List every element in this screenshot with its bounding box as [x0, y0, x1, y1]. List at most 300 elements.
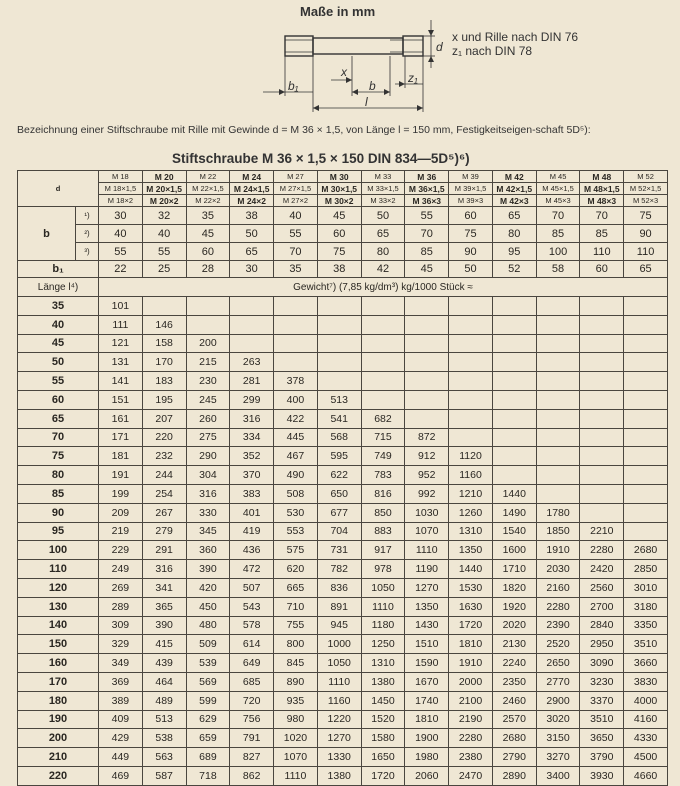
weight-cell — [317, 353, 361, 372]
weight-cell: 1630 — [449, 597, 493, 616]
weight-cell — [624, 315, 668, 334]
b1-value-cell: 65 — [624, 261, 668, 278]
weight-cell — [624, 522, 668, 541]
weight-cell — [405, 390, 449, 409]
thread-size-cell: M 27×1,5 — [274, 183, 318, 195]
weight-cell: 436 — [230, 541, 274, 560]
weight-cell: 1810 — [449, 635, 493, 654]
weight-cell: 649 — [230, 654, 274, 673]
b-value-cell: 35 — [186, 207, 230, 225]
thread-size-cell: M 18×2 — [99, 195, 143, 207]
weight-cell — [492, 315, 536, 334]
thread-size-cell: M 24 — [230, 171, 274, 183]
weight-cell: 677 — [317, 503, 361, 522]
b-row — [18, 207, 668, 225]
table-row — [18, 522, 668, 541]
b-value-cell: 50 — [361, 207, 405, 225]
length-header-row — [18, 278, 668, 297]
weight-cell — [405, 372, 449, 391]
weight-cell: 710 — [274, 597, 318, 616]
length-cell: 180 — [18, 691, 99, 710]
b-value-cell: 55 — [142, 243, 186, 261]
weight-cell: 209 — [99, 503, 143, 522]
table-row — [18, 597, 668, 616]
weight-cell: 1440 — [449, 560, 493, 579]
weight-cell: 146 — [142, 315, 186, 334]
length-cell: 140 — [18, 616, 99, 635]
weight-cell: 4500 — [624, 748, 668, 767]
weight-cell: 2420 — [580, 560, 624, 579]
weight-cell: 1160 — [449, 466, 493, 485]
b1-value-cell: 60 — [580, 261, 624, 278]
weight-cell — [317, 372, 361, 391]
b1-label: b₁ — [18, 261, 99, 278]
weight-cell: 629 — [186, 710, 230, 729]
weight-cell: 685 — [230, 672, 274, 691]
weight-cell: 891 — [317, 597, 361, 616]
weight-cell: 469 — [99, 766, 143, 785]
thread-size-cell: M 33 — [361, 171, 405, 183]
b1-value-cell: 22 — [99, 261, 143, 278]
table-row — [18, 428, 668, 447]
b1-value-cell: 30 — [230, 261, 274, 278]
weight-cell: 2130 — [492, 635, 536, 654]
table-row — [18, 560, 668, 579]
weight-cell: 2790 — [492, 748, 536, 767]
footnote-marker: ²) — [76, 225, 99, 243]
weight-cell: 1380 — [317, 766, 361, 785]
weight-cell: 420 — [186, 578, 230, 597]
b-row — [18, 243, 668, 261]
b-symbol: b — [369, 79, 376, 93]
weight-cell: 429 — [99, 729, 143, 748]
d-row — [18, 171, 668, 183]
weight-cell: 575 — [274, 541, 318, 560]
b-value-cell: 70 — [274, 243, 318, 261]
thread-size-cell: M 33×1,5 — [361, 183, 405, 195]
weight-cell — [492, 390, 536, 409]
weight-cell: 1430 — [405, 616, 449, 635]
weight-cell — [449, 390, 493, 409]
weight-cell: 200 — [186, 334, 230, 353]
weight-cell: 141 — [99, 372, 143, 391]
weight-cell — [580, 409, 624, 428]
weight-cell: 845 — [274, 654, 318, 673]
b1-row — [18, 261, 668, 278]
weight-cell: 219 — [99, 522, 143, 541]
weight-cell: 267 — [142, 503, 186, 522]
weight-cell — [580, 297, 624, 316]
weight-cell: 1520 — [361, 710, 405, 729]
weight-cell: 1110 — [317, 672, 361, 691]
weight-cell: 158 — [142, 334, 186, 353]
table-row — [18, 578, 668, 597]
b1-value-cell: 52 — [492, 261, 536, 278]
weight-cell — [449, 297, 493, 316]
weight-cell: 309 — [99, 616, 143, 635]
thread-size-cell: M 48×1,5 — [580, 183, 624, 195]
length-cell: 45 — [18, 334, 99, 353]
thread-size-cell: M 48×3 — [580, 195, 624, 207]
weight-cell: 1810 — [405, 710, 449, 729]
weight-cell: 334 — [230, 428, 274, 447]
weight-cell: 704 — [317, 522, 361, 541]
weight-cell: 101 — [99, 297, 143, 316]
weight-cell: 1310 — [449, 522, 493, 541]
weight-cell — [405, 409, 449, 428]
weight-cell: 378 — [274, 372, 318, 391]
d-row — [18, 183, 668, 195]
weight-cell — [492, 372, 536, 391]
thread-size-cell: M 42 — [492, 171, 536, 183]
weight-cell: 1590 — [405, 654, 449, 673]
weight-cell: 508 — [274, 484, 318, 503]
weight-cell: 1740 — [405, 691, 449, 710]
weight-cell — [274, 315, 318, 334]
b1-value-cell: 45 — [405, 261, 449, 278]
weight-cell: 622 — [317, 466, 361, 485]
weight-cell — [361, 372, 405, 391]
weight-cell: 489 — [142, 691, 186, 710]
weight-cell — [624, 428, 668, 447]
weight-cell: 480 — [186, 616, 230, 635]
weight-cell: 1260 — [449, 503, 493, 522]
b-value-cell: 40 — [274, 207, 318, 225]
thread-size-cell: M 36 — [405, 171, 449, 183]
weight-cell: 3930 — [580, 766, 624, 785]
weight-cell: 756 — [230, 710, 274, 729]
length-cell: 50 — [18, 353, 99, 372]
thread-size-cell: M 22 — [186, 171, 230, 183]
weight-cell: 2000 — [449, 672, 493, 691]
weight-cell — [624, 372, 668, 391]
weight-cell: 1120 — [449, 447, 493, 466]
weight-cell — [492, 353, 536, 372]
weight-cell: 349 — [99, 654, 143, 673]
thread-size-cell: M 30×1,5 — [317, 183, 361, 195]
thread-size-cell: M 45 — [536, 171, 580, 183]
weight-cell: 513 — [142, 710, 186, 729]
thread-size-cell: M 36×1,5 — [405, 183, 449, 195]
b-label: b — [18, 207, 76, 261]
designation-text: Bezeichnung einer Stiftschraube mit Rille mit Gewinde d = M 36 × 1,5, von Länge l = 150 mm, Festigkeitseigen-schaft 5D⁵): — [17, 124, 591, 136]
weight-cell: 3010 — [624, 578, 668, 597]
weight-cell: 2570 — [492, 710, 536, 729]
weight-cell — [492, 409, 536, 428]
weight-cell: 650 — [317, 484, 361, 503]
weight-cell: 409 — [99, 710, 143, 729]
weight-cell: 2350 — [492, 672, 536, 691]
length-cell: 40 — [18, 315, 99, 334]
weight-cell: 1670 — [405, 672, 449, 691]
weight-cell: 3510 — [624, 635, 668, 654]
d-label: d — [18, 171, 99, 207]
weight-cell: 1020 — [274, 729, 318, 748]
weight-cell — [580, 447, 624, 466]
thread-size-cell: M 33×2 — [361, 195, 405, 207]
weight-cell — [624, 334, 668, 353]
weight-cell: 316 — [230, 409, 274, 428]
weight-cell: 1910 — [536, 541, 580, 560]
weight-cell: 1820 — [492, 578, 536, 597]
weight-label: Gewicht⁷) (7,85 kg/dm³) kg/1000 Stück ≈ — [99, 278, 668, 297]
thread-size-cell: M 39×3 — [449, 195, 493, 207]
b1-symbol: b₁ — [288, 79, 299, 93]
b-value-cell: 45 — [186, 225, 230, 243]
weight-cell: 3830 — [624, 672, 668, 691]
weight-cell: 1220 — [317, 710, 361, 729]
weight-cell: 2840 — [580, 616, 624, 635]
weight-cell — [142, 297, 186, 316]
weight-cell: 1510 — [405, 635, 449, 654]
weight-cell: 3180 — [624, 597, 668, 616]
thread-size-cell: M 39×1,5 — [449, 183, 493, 195]
weight-cell — [536, 409, 580, 428]
b1-value-cell: 50 — [449, 261, 493, 278]
weight-cell: 1530 — [449, 578, 493, 597]
weight-cell: 836 — [317, 578, 361, 597]
thread-size-cell: M 52 — [624, 171, 668, 183]
b-value-cell: 60 — [449, 207, 493, 225]
b-value-cell: 60 — [317, 225, 361, 243]
weight-cell: 2900 — [536, 691, 580, 710]
thread-size-cell: M 52×3 — [624, 195, 668, 207]
b-value-cell: 90 — [624, 225, 668, 243]
weight-cell: 254 — [142, 484, 186, 503]
weight-cell: 279 — [142, 522, 186, 541]
table-row — [18, 315, 668, 334]
weight-cell — [580, 484, 624, 503]
b-value-cell: 65 — [492, 207, 536, 225]
length-cell: 130 — [18, 597, 99, 616]
weight-cell: 2650 — [536, 654, 580, 673]
weight-cell: 945 — [317, 616, 361, 635]
weight-cell: 553 — [274, 522, 318, 541]
weight-cell — [230, 334, 274, 353]
weight-cell: 2890 — [492, 766, 536, 785]
weight-cell: 816 — [361, 484, 405, 503]
weight-cell: 1250 — [361, 635, 405, 654]
note-groove: x und Rille nach DIN 76 — [452, 30, 579, 44]
weight-cell: 290 — [186, 447, 230, 466]
designation-example: Stiftschraube M 36 × 1,5 × 150 DIN 834—5D⁵)⁶) — [172, 151, 470, 166]
weight-cell: 2680 — [492, 729, 536, 748]
weight-cell: 422 — [274, 409, 318, 428]
weight-cell: 2460 — [492, 691, 536, 710]
weight-cell: 614 — [230, 635, 274, 654]
weight-cell: 3370 — [580, 691, 624, 710]
weight-cell — [492, 334, 536, 353]
weight-cell: 245 — [186, 390, 230, 409]
thread-size-cell: M 36×3 — [405, 195, 449, 207]
weight-cell: 1000 — [317, 635, 361, 654]
weight-cell: 2240 — [492, 654, 536, 673]
weight-cell: 563 — [142, 748, 186, 767]
weight-cell — [449, 372, 493, 391]
weight-cell: 269 — [99, 578, 143, 597]
weight-cell: 199 — [99, 484, 143, 503]
weight-cell — [492, 297, 536, 316]
weight-cell: 352 — [230, 447, 274, 466]
thread-size-cell: M 18 — [99, 171, 143, 183]
length-cell: 95 — [18, 522, 99, 541]
weight-cell: 731 — [317, 541, 361, 560]
weight-cell: 181 — [99, 447, 143, 466]
weight-cell: 587 — [142, 766, 186, 785]
weight-cell: 935 — [274, 691, 318, 710]
weight-cell — [580, 466, 624, 485]
b-value-cell: 70 — [405, 225, 449, 243]
note-z1: z₁ nach DIN 78 — [452, 44, 533, 58]
b-value-cell: 110 — [624, 243, 668, 261]
weight-cell: 1920 — [492, 597, 536, 616]
weight-cell: 151 — [99, 390, 143, 409]
length-cell: 220 — [18, 766, 99, 785]
weight-cell — [361, 334, 405, 353]
weight-cell — [449, 315, 493, 334]
weight-cell: 1160 — [317, 691, 361, 710]
weight-cell: 782 — [317, 560, 361, 579]
weight-cell: 111 — [99, 315, 143, 334]
weight-cell: 330 — [186, 503, 230, 522]
weight-cell: 1720 — [361, 766, 405, 785]
thread-size-cell: M 18×1,5 — [99, 183, 143, 195]
weight-cell — [536, 334, 580, 353]
weight-cell: 275 — [186, 428, 230, 447]
weight-cell — [186, 315, 230, 334]
length-cell: 60 — [18, 390, 99, 409]
weight-cell: 978 — [361, 560, 405, 579]
weight-cell: 1050 — [317, 654, 361, 673]
b-value-cell: 85 — [536, 225, 580, 243]
weight-cell: 304 — [186, 466, 230, 485]
weight-cell — [536, 428, 580, 447]
weight-cell: 2210 — [580, 522, 624, 541]
table-row — [18, 409, 668, 428]
thread-size-cell: M 30×2 — [317, 195, 361, 207]
weight-cell: 2680 — [624, 541, 668, 560]
weight-cell — [580, 503, 624, 522]
weight-cell: 131 — [99, 353, 143, 372]
weight-cell: 980 — [274, 710, 318, 729]
weight-cell — [449, 353, 493, 372]
b-value-cell: 32 — [142, 207, 186, 225]
weight-cell: 389 — [99, 691, 143, 710]
weight-cell — [580, 428, 624, 447]
thread-size-cell: M 20×2 — [142, 195, 186, 207]
b-value-cell: 90 — [449, 243, 493, 261]
thread-size-cell: M 22×1,5 — [186, 183, 230, 195]
thread-size-cell: M 45×1,5 — [536, 183, 580, 195]
weight-cell: 369 — [99, 672, 143, 691]
weight-cell — [492, 466, 536, 485]
weight-cell: 171 — [99, 428, 143, 447]
weight-cell: 2100 — [449, 691, 493, 710]
weight-cell: 595 — [317, 447, 361, 466]
length-cell: 90 — [18, 503, 99, 522]
b-value-cell: 75 — [624, 207, 668, 225]
weight-cell: 665 — [274, 578, 318, 597]
weight-cell — [449, 409, 493, 428]
weight-cell — [361, 315, 405, 334]
weight-cell: 1350 — [449, 541, 493, 560]
weight-cell: 3090 — [580, 654, 624, 673]
weight-cell: 220 — [142, 428, 186, 447]
weight-cell — [317, 297, 361, 316]
z1-symbol: z₁ — [408, 71, 418, 85]
b-value-cell: 80 — [492, 225, 536, 243]
weight-cell: 419 — [230, 522, 274, 541]
weight-cell: 1180 — [361, 616, 405, 635]
table-row — [18, 654, 668, 673]
weight-cell: 1850 — [536, 522, 580, 541]
weight-cell: 718 — [186, 766, 230, 785]
b-value-cell: 45 — [317, 207, 361, 225]
weight-cell: 689 — [186, 748, 230, 767]
d-row — [18, 195, 668, 207]
weight-cell: 1050 — [361, 578, 405, 597]
weight-cell: 543 — [230, 597, 274, 616]
weight-cell: 1190 — [405, 560, 449, 579]
weight-cell: 3020 — [536, 710, 580, 729]
weight-cell: 449 — [99, 748, 143, 767]
weight-cell — [230, 315, 274, 334]
thread-size-cell: M 24×1,5 — [230, 183, 274, 195]
weight-cell: 720 — [230, 691, 274, 710]
weight-cell: 2390 — [536, 616, 580, 635]
weight-cell: 1490 — [492, 503, 536, 522]
weight-cell: 2190 — [449, 710, 493, 729]
weight-cell: 260 — [186, 409, 230, 428]
weight-cell: 2700 — [580, 597, 624, 616]
length-cell: 70 — [18, 428, 99, 447]
weight-cell: 341 — [142, 578, 186, 597]
weight-cell: 1910 — [449, 654, 493, 673]
weight-cell — [274, 353, 318, 372]
length-label: Länge l⁴) — [18, 278, 99, 297]
weight-cell: 390 — [186, 560, 230, 579]
thread-size-cell: M 27 — [274, 171, 318, 183]
weight-cell — [536, 315, 580, 334]
weight-cell: 390 — [142, 616, 186, 635]
weight-cell: 509 — [186, 635, 230, 654]
weight-cell: 1270 — [317, 729, 361, 748]
thread-size-cell: M 22×2 — [186, 195, 230, 207]
weight-cell: 659 — [186, 729, 230, 748]
length-cell: 100 — [18, 541, 99, 560]
b-value-cell: 100 — [536, 243, 580, 261]
b-value-cell: 55 — [99, 243, 143, 261]
weight-cell: 620 — [274, 560, 318, 579]
weight-cell: 215 — [186, 353, 230, 372]
weight-cell: 715 — [361, 428, 405, 447]
weight-cell: 244 — [142, 466, 186, 485]
weight-cell: 360 — [186, 541, 230, 560]
weight-cell: 599 — [186, 691, 230, 710]
weight-cell — [405, 353, 449, 372]
weight-cell — [536, 353, 580, 372]
weight-cell: 4660 — [624, 766, 668, 785]
weight-cell: 415 — [142, 635, 186, 654]
weight-cell: 2030 — [536, 560, 580, 579]
weight-cell: 3150 — [536, 729, 580, 748]
weight-cell: 3270 — [536, 748, 580, 767]
weight-cell: 2280 — [580, 541, 624, 560]
weight-cell: 445 — [274, 428, 318, 447]
weight-cell: 3790 — [580, 748, 624, 767]
weight-cell: 1580 — [361, 729, 405, 748]
footnote-marker: ³) — [76, 243, 99, 261]
